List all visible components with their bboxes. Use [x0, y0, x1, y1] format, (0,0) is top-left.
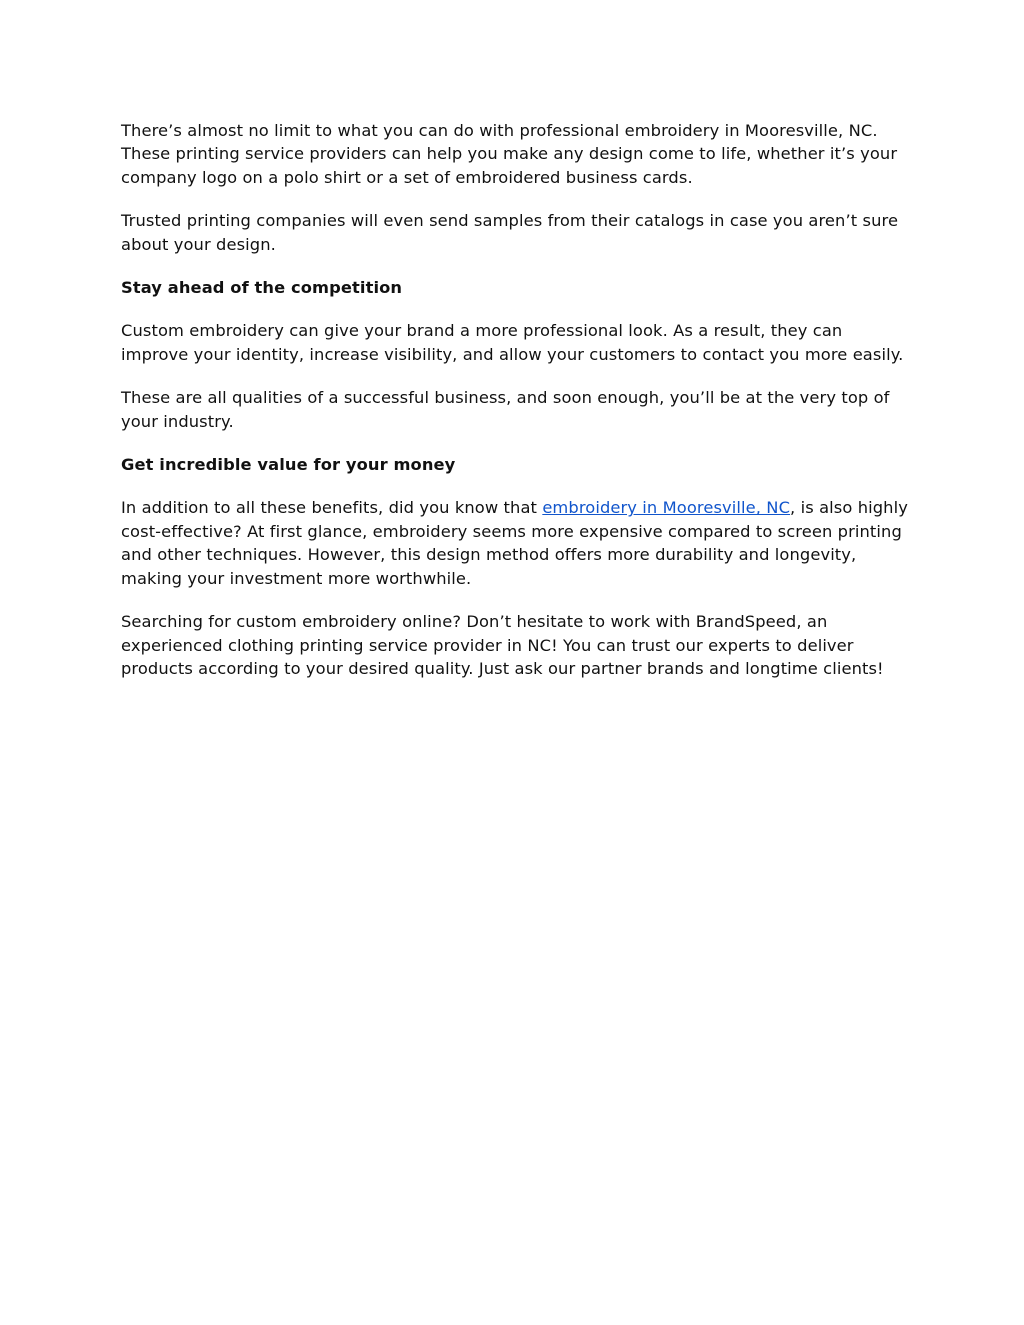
paragraph-text-before-link: In addition to all these benefits, did you know that — [121, 498, 543, 518]
paragraph-text-after-link: , is also highly cost-effective? At first glance, embroidery seems more expensive compared to screen printing and other techniques. However, this design method offers more durability and longevity, making your investment more worthwhile. — [121, 498, 908, 588]
paragraph-qualities: These are all qualities of a successful business, and soon enough, you’ll be at the very top of your industry. — [121, 388, 890, 431]
heading-stay-ahead: Stay ahead of the competition — [121, 278, 403, 298]
paragraph-cost-effective — [121, 496, 911, 590]
paragraph-samples: Trusted printing companies will even send samples from their catalogs in case you aren’t sure about your design. — [121, 211, 899, 254]
paragraph-intro: There’s almost no limit to what you can do with professional embroidery in Mooresville, NC. These printing service providers can help you make any design come to life, whether it’s your company logo on a polo shirt or a set of embroidered business cards. — [121, 121, 898, 187]
paragraph-brandspeed: Searching for custom embroidery online? Don’t hesitate to work with BrandSpeed, an experienced clothing printing service provider in NC! You can trust our experts to deliver products according to your desired quality. Just ask our partner brands and longtime clients! — [121, 612, 884, 678]
paragraph-custom-embroidery: Custom embroidery can give your brand a more professional look. As a result, they can improve your identity, increase visibility, and allow your customers to contact you more easily. — [121, 321, 904, 364]
embroidery-mooresville-link[interactable]: embroidery in Mooresville, NC — [542, 498, 791, 518]
document-body — [121, 119, 911, 700]
heading-value: Get incredible value for your money — [121, 455, 456, 475]
